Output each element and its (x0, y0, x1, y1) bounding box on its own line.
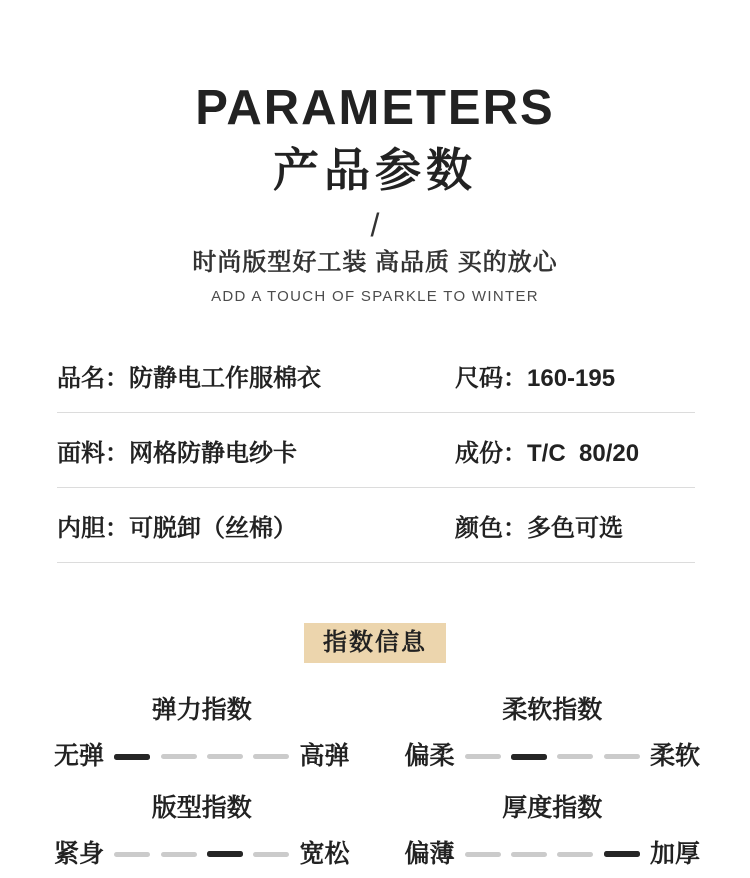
spec-label: 成份： (455, 439, 527, 467)
spec-label: 面料： (57, 439, 129, 467)
slider-dash (604, 851, 640, 857)
spec-liner (57, 508, 455, 543)
spec-label: 颜色： (455, 514, 527, 542)
slider-dash (114, 852, 150, 857)
thickness-slider (405, 839, 701, 870)
spec-color (455, 508, 695, 543)
slider-track (465, 754, 640, 760)
spec-value: 多色可选 (527, 514, 623, 542)
slider-right-label: 柔软 (649, 742, 700, 771)
spec-label: 尺码： (455, 364, 527, 392)
spec-value: 网格防静电纱卡 (129, 439, 297, 467)
spec-value: 防静电工作服棉衣 (129, 364, 321, 392)
slider-dash (511, 754, 547, 760)
spec-value: 160-195 (527, 364, 616, 392)
tagline-english: ADD A TOUCH OF SPARKLE TO WINTER (211, 288, 539, 305)
slider-dash (465, 852, 501, 857)
slider-dash (511, 852, 547, 857)
slash-divider: / (370, 207, 380, 243)
slider-dash (465, 754, 501, 759)
spec-row-1 (57, 338, 695, 413)
slider-left-label: 偏柔 (404, 742, 455, 771)
slider-dash (207, 754, 243, 759)
index-badge-wrap (0, 623, 750, 663)
fit-slider (54, 839, 350, 870)
spec-label: 内胆： (57, 514, 129, 542)
slider-right-label: 加厚 (649, 839, 700, 868)
slider-left-label: 无弹 (54, 742, 105, 771)
spec-row-3 (57, 488, 695, 563)
slider-track (465, 851, 640, 857)
index-fit (54, 793, 350, 871)
slider-dash (114, 754, 150, 760)
slider-dash (557, 754, 593, 759)
spec-size (455, 358, 695, 393)
slider-dash (557, 852, 593, 857)
spec-table (57, 338, 695, 563)
index-title: 柔软指数 (502, 696, 603, 724)
slider-dash (207, 851, 243, 857)
page-title-chinese: 产品参数 (273, 144, 477, 196)
spec-label: 品名： (57, 364, 129, 392)
spec-fabric (57, 433, 455, 468)
slider-track (114, 754, 289, 760)
slider-track (114, 851, 289, 857)
spec-product-name (57, 358, 455, 393)
slider-dash (253, 852, 289, 857)
slider-dash (604, 754, 640, 759)
slider-dash (161, 852, 197, 857)
spec-composition (455, 433, 695, 468)
header (0, 0, 750, 304)
tagline-chinese: 时尚版型好工装 高品质 买的放心 (192, 249, 558, 276)
index-thickness (405, 793, 701, 871)
softness-slider (405, 741, 701, 772)
slider-left-label: 偏薄 (404, 839, 455, 868)
slider-right-label: 高弹 (299, 742, 350, 771)
page-title-english: PARAMETERS (195, 81, 555, 135)
index-title: 厚度指数 (502, 793, 603, 822)
spec-value: T/C 80/20 (527, 439, 640, 467)
index-softness (405, 695, 701, 773)
elasticity-slider (54, 741, 350, 772)
slider-right-label: 宽松 (299, 839, 350, 868)
index-grid (54, 695, 700, 870)
spec-row-2 (57, 413, 695, 488)
slider-dash (161, 754, 197, 759)
index-title: 弹力指数 (151, 696, 252, 724)
spec-value: 可脱卸（丝棉） (129, 514, 297, 542)
slider-left-label: 紧身 (54, 839, 105, 868)
index-elasticity (54, 695, 350, 773)
slider-dash (253, 754, 289, 759)
index-info-badge: 指数信息 (304, 623, 446, 663)
index-title: 版型指数 (151, 793, 252, 822)
